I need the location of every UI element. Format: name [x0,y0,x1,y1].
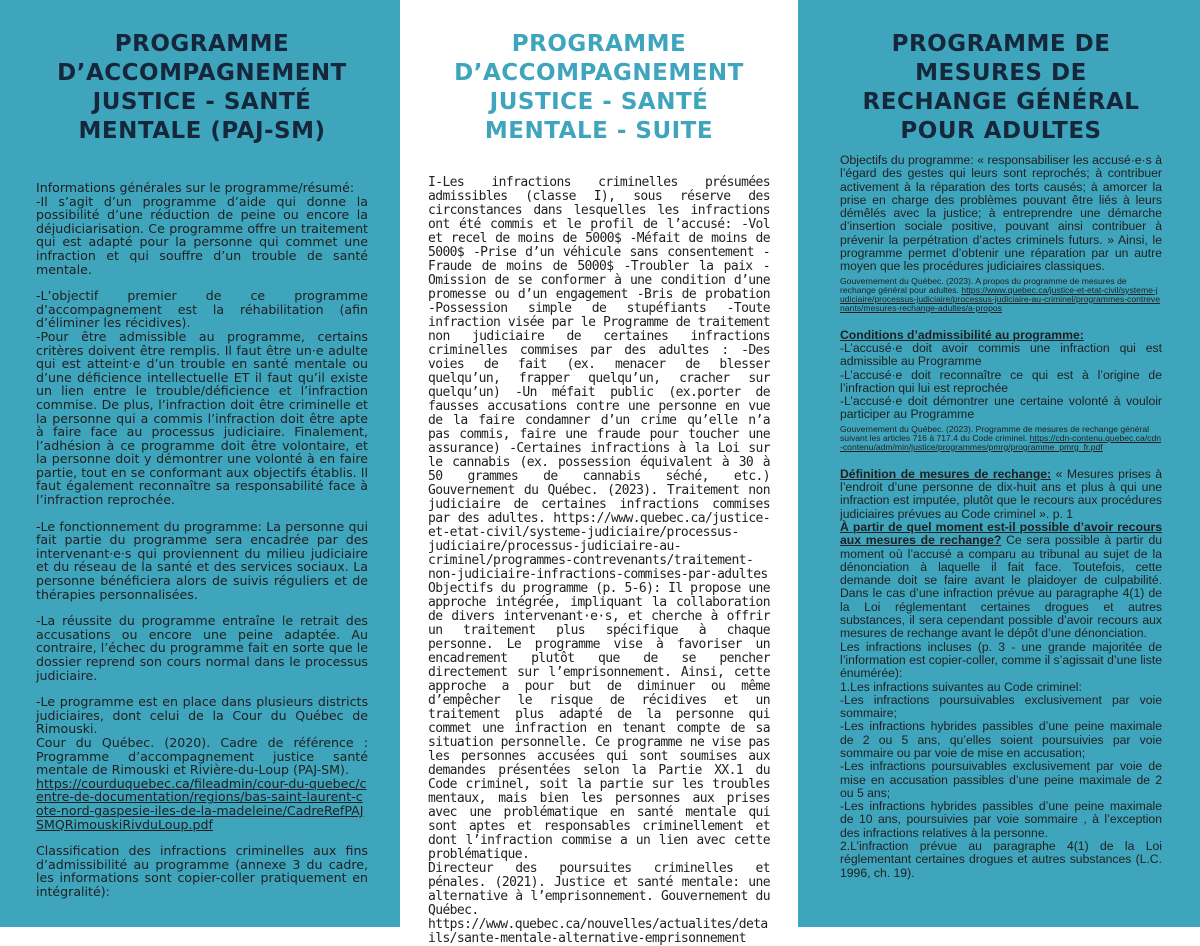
definition-paragraph [840,468,1162,521]
summary-paragraph: Informations générales sur le programme/résumé: -Il s’agit d’un programme d’aide qui donne la possibilité d’une réduction de peine ou encore la déjudiciarisation. Ce programme offre un traitement qui est adapté pour la personne qui commet une infraction et qui souffre d’un trouble de santé mentale. [36,180,368,277]
reference-link[interactable]: https://courduquebec.ca/fileadmin/cour-du-quebec/centre-de-documentation/regions/bas-saint-laurent-cote-nord-gaspesie-iles-de-la-madeleine/CadreRefPAJSMQRimouskiRivduLoup.pdf [36,775,367,832]
conditions-heading: Conditions d’admissibilité au programme: [840,327,1084,342]
moment-text: Ce sera possible à partir du moment où l’accusé a comparu au tribunal au sujet de la dénonciation à laquelle il fait face. Toutefois, cette demande doit se faire avant le plaidoyer de culpabilité. Dans le cas d’une infraction prévue au paragraphe 4(1) de la Loi réglementant certaines drogues et autres substances, il sera cependant possible d’avoir recours aux mesures de rechange avant le dépôt d’une dénonciation. [840,533,1162,641]
reference-1 [840,277,1162,313]
column-paj-sm [0,0,400,927]
definition-text: « Mesures prises à l’endroit d’une personne de dix-huit ans et plus à qui une infraction est imputée, plutôt que le recours aux procédures judiciaires prévues au Code criminel ». p. 1 [840,466,1162,521]
column-title: PROGRAMME D’ACCOMPAGNEMENT JUSTICE - SANTÉ MENTALE (PAJ-SM) [57,31,347,144]
reference-paragraph: -Le programme est en place dans plusieurs districts judiciaires, dont celui de la Cour du Québec de Rimouski. Cour du Québec. (2020). Cadre de référence : Programme d’accompagnement justice santé mentale de Rimouski et Rivière-du-Loup (PAJ-SM). [36,694,368,778]
outcome-paragraph: -La réussite du programme entraîne le retrait des accusations ou encore une peine adaptée. Au contraire, l’échec du programme fait en sorte que le dossier reprend son cours normal dans le processus judiciaire. [36,613,368,683]
conditions-list: -L’accusé·e doit avoir commis une infraction qui est admissible au Programme -L’accusé·e doit reconnaître ce qui est à l’origine de l’infraction qui lui est reprochée -L’accusé·e doit démontrer une certaine volonté à vouloir participer au Programme [840,340,1162,422]
column-paj-sm-suite [400,0,798,946]
objective-paragraph: -L’objectif premier de ce programme d’accompagnement est la réhabilitation (afin d’éliminer les récidives). -Pour être admissible au programme, certains critères doivent être remplis. Il faut être un·e adulte qui est atteint·e d’un trouble en santé mentale ou d’une déficience intellectuelle ET il faut qu’il existe un lien entre le trouble/déficience et l’infraction commise. De plus, l’infraction doit être criminelle et la personne qui a commis l’infraction doit être apte à faire face au processus judiciaire. Finalement, l’adhésion à ce programme doit être volontaire, et la personne doit y démontrer une volonté à en faire partie, tout en se conformant aux objectifs établis. Il faut également reconnaître sa responsabilité face à l’infraction reprochée. [36,288,368,508]
reference-2 [840,425,1162,452]
reference-2-text: Gouvernement du Québec. (2023). Programme de mesures de rechange général suivant les articles 716 à 717.4 du Code criminel. [840,423,1150,443]
reference-2-link[interactable]: https://cdn-contenu.quebec.ca/cdn-contenu/adm/min/justice/programmes/pmrg/programme_pmrg_fr.pdf [840,432,1162,452]
column-title: PROGRAMME D’ACCOMPAGNEMENT JUSTICE - SANTÉ MENTALE - SUITE [454,31,744,144]
spacer [840,316,1162,329]
moment-heading: À partir de quel moment est-il possible d’avoir recours aux mesures de rechange? [840,519,1162,548]
operation-paragraph: -Le fonctionnement du programme: La personne qui fait partie du programme sera encadrée par des intervenant·e·s qui proviennent du milieu judiciaire et du réseau de la santé et des services sociaux. La personne bénéficiera alors de suivis réguliers et de thérapies personnalisées. [36,518,368,602]
spacer [36,507,368,520]
column-mesures-rechange [798,0,1200,927]
objectives-paragraph: Objectifs du programme: « responsabiliser les accusé·e·s à l’égard des gestes qui leurs sont reprochés; à contribuer activement à la réparation des torts causés; à amorcer la prise en charge des problèmes pouvant être liés à leurs démêlés avec la justice; à entreprendre une démarche d’insertion sociale positive, pouvant ainsi contribuer à prévenir la perpétration d’actes criminels futurs. » Ainsi, le programme permet d’obtenir une réparation par un autre moyen que les procédures judiciaires classiques. [840,153,1162,274]
column-title: PROGRAMME DE MESURES DE RECHANGE GÉNÉRAL POUR ADULTES [862,31,1140,144]
reference-1-link[interactable]: https://www.quebec.ca/justice-et-etat-civil/systeme-judiciaire/processus-judiciaire/processus-judiciaire-au-criminel/programmes-contrevenants/mesures-rechange-adultes/a-propos [840,284,1160,313]
infractions-body: I-Les infractions criminelles présumées admissibles (classe I), sous réserve des circonstances dans lesquelles les infractions ont été commis et le profil de l’accusé: -Vol et recel de moins de 5000$ -Méfait de moins de 5000$ -Prise d’un véhicule sans consentement -Fraude de moins de 5000$ -Troubler la paix -Omission de se conformer à une condition d’une promesse ou d’un engagement -Bris de probation -Possession simple de stupéfiants -Toute infraction visée par le Programme de traitement non judiciaire de certaines infractions criminelles commises par des adultes : -Des voies de fait (ex. menacer de blesser quelqu’un, frapper quelqu’un, cracher sur quelqu’un) -Un méfait public (ex.porter de fausses accusations contre une personne en vue de la faire condamner d’un crime qu’elle n’a pas commis, faire une fraude pour toucher une assurance) -Certaines infractions à la Loi sur le cannabis (ex. possession équivalent à 30 à 50 grammes de cannabis séché, etc.) Gouvernement du Québec. (2023). Traitement non judiciaire de certaines infractions commises par des adultes. https://www.quebec.ca/justice-et-etat-civil/systeme-judiciaire/processus-judiciaire/processus-judiciaire-au-criminel/programmes-contrevenants/traitement-non-judiciaire-infractions-commises-par-adultes Objectifs du programme (p. 5-6): Il propose une approche intégrée, impliquant la collaboration de divers intervenant·e·s, et cherche à offrir un traitement plus spécifique à chaque personne. Le programme vise à favoriser un encadrement plutôt que de se pencher directement sur l’emprisonnement. Ainsi, cette approche a pour but de diminuer ou même d’empêcher le risque de récidives et un traitement plus adapté de la personne qui commet une infraction en tenant compte de sa situation personnelle. Ce programme ne vise pas les personnes accusées qui sont soumises aux demandes présentées selon la Partie XX.1 du Code criminel, soit la partie sur les troubles mentaux, mais bien les personnes aux prises avec une problématique en santé mentale qui sont aptes et responsables criminellement et dont l’infraction commise a un lien avec cette problématique. Directeur des poursuites criminelles et pénales. (2021). Justice et santé mentale: une alternative à l’emprisonnement. Gouvernement du Québec. https://www.quebec.ca/nouvelles/actualites/details/sante-mentale-alternative-emprisonnement [428,175,770,946]
reference-1-text: Gouvernement du Québec. (2023). A propos du programme de mesures de rechange général pour adultes. [840,275,1127,295]
infractions-list: Les infractions incluses (p. 3 - une grande majoritée de l’information est copier-coller, comme il s’agissait d’une liste énumérée): 1.Les infractions suivantes au Code criminel: -Les infractions poursuivables exclusivement par voie sommaire; -Les infractions hybrides passibles d’une peine maximale de 2 ou 5 ans, qu’elles soient poursuivies par voie sommaire ou par voie de mise en accusation; -Les infractions poursuivables exclusivement par voie de mise en accusation passibles d’une peine maximale de 2 ou 5 ans; -Les infractions hybrides passibles d’une peine maximale de 10 ans, poursuivies par voie sommaire , à l’exception des infractions relatives à la personne. 2.L’infraction prévue au paragraphe 4(1) de la Loi réglementant certaines drogues et autres substances (L.C. 1996, ch. 19). [840,639,1162,880]
classification-paragraph: Classification des infractions criminelles aux fins d’admissibilité au programme (annexe 3 du cadre, les informations sont copier-coller pratiquement en intégralité): [36,843,368,899]
definition-heading: Définition de mesures de rechange: [840,466,1052,481]
moment-paragraph [840,521,1162,641]
